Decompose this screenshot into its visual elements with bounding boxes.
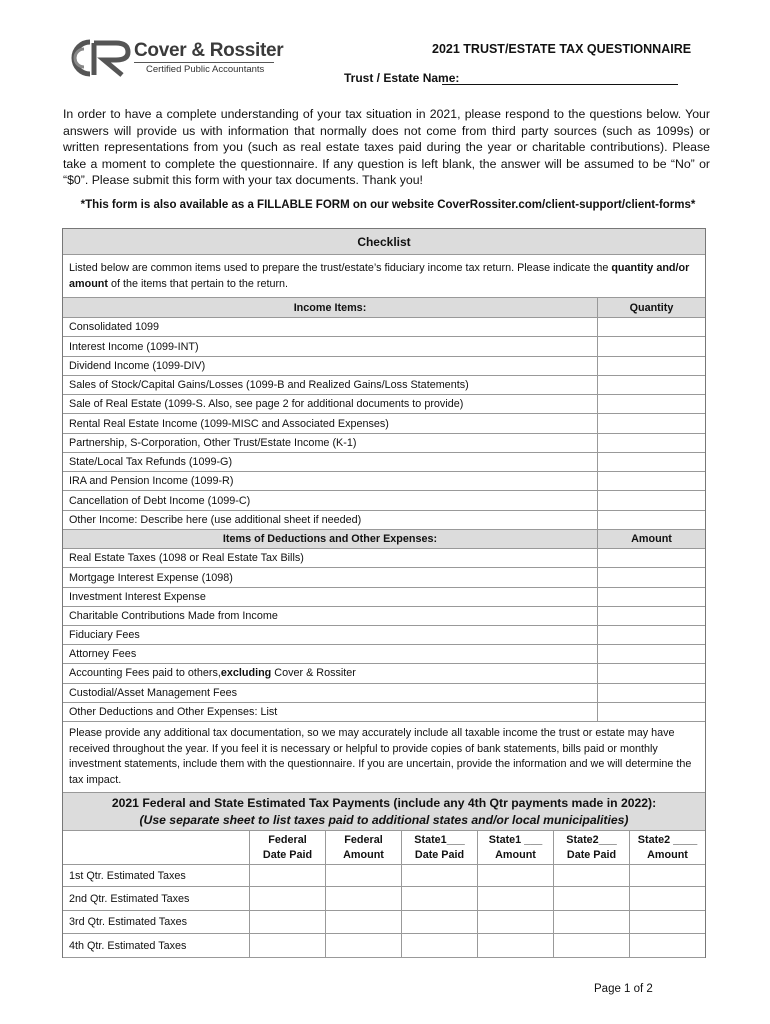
estimated-tax-entry-cell[interactable] [553,865,629,886]
amount-header: Amount [597,530,705,548]
estimated-tax-entry-cell[interactable] [249,887,325,910]
table-row [63,549,705,568]
estimated-tax-row [63,911,705,935]
estimated-tax-header [63,793,705,831]
table-row [63,664,705,683]
deductions-header-row [63,530,705,549]
quantity-cell[interactable] [597,472,705,490]
checklist-note-text-end: of the items that pertain to the return. [108,277,289,290]
column-header-line2: Amount [495,848,536,861]
row-label: Investment Interest Expense [69,590,206,603]
estimated-tax-entry-cell[interactable] [249,934,325,957]
row-label: 2nd Qtr. Estimated Taxes [69,892,190,905]
estimated-tax-entry-cell[interactable] [477,911,553,934]
logo-divider [134,62,274,63]
column-header [401,831,477,864]
amount-cell[interactable] [597,626,705,644]
estimated-tax-entry-cell[interactable] [401,887,477,910]
checklist-note-bold: quantity and/or amount [69,262,690,290]
table-row [63,588,705,607]
quantity-cell[interactable] [597,414,705,432]
row-label [63,664,597,682]
row-label: Consolidated 1099 [69,321,160,334]
deductions-header: Items of Deductions and Other Expenses: [222,533,438,546]
income-rows [63,318,705,530]
estimated-tax-entry-cell[interactable] [401,865,477,886]
estimated-tax-entry-cell[interactable] [477,865,553,886]
accounting-fees-text-end: Cover & Rossiter [271,667,356,680]
estimated-tax-column-headers [63,831,705,865]
intro-text: In order to have a complete understanding of your tax situation in 2021, please respond to the questions below. Your answers will provide us with information that normally does not come from third party sources (such as 1099s) or written representations from you (such as real estate taxes paid during the year or charitable contributions). Please take a moment to complete the questionnaire. If any question is left blank, the answer will be assumed to be “No” or “$0”. Please submit this form with your tax documents. Thank you! [63,107,710,187]
estimated-tax-entry-cell[interactable] [401,934,477,957]
page-number: Page 1 of 2 [594,983,653,995]
estimated-tax-entry-cell[interactable] [325,887,401,910]
estimated-tax-entry-cell[interactable] [553,911,629,934]
estimated-tax-title: 2021 Federal and State Estimated Tax Payments (include any 4th Qtr payments made in 2022): [111,796,657,811]
table-row [63,607,705,626]
quantity-cell[interactable] [597,511,705,529]
amount-cell[interactable] [597,664,705,682]
deduction-rows-after [63,684,705,722]
row-label: 1st Qtr. Estimated Taxes [69,869,186,882]
row-label: Real Estate Taxes (1098 or Real Estate Tax Bills) [69,552,304,565]
table-row [63,568,705,587]
estimated-tax-entry-cell[interactable] [477,887,553,910]
row-label: 4th Qtr. Estimated Taxes [69,939,187,952]
estimated-tax-row [63,934,705,958]
column-header-line1: Federal [268,833,307,846]
row-label: Partnership, S-Corporation, Other Trust/Estate Income (K-1) [69,436,357,449]
quantity-header: Quantity [597,298,705,317]
accounting-fees-text: Accounting Fees paid to others, [69,667,221,680]
estimated-tax-rows [63,865,705,958]
row-label: Sales of Stock/Capital Gains/Losses (1099-B and Realized Gains/Loss Statements) [69,379,469,392]
row-label: Mortgage Interest Expense (1098) [69,571,233,584]
row-label: Sale of Real Estate (1099-S. Also, see page 2 for additional documents to provide) [69,398,464,411]
estimated-tax-entry-cell[interactable] [553,887,629,910]
estimated-tax-entry-cell[interactable] [325,934,401,957]
row-label: Charitable Contributions Made from Income [69,609,278,622]
checklist-note-text: Listed below are common items used to prepare the trust/estate’s fiduciary income tax return. Please indicate the [69,262,612,274]
row-label: Fiduciary Fees [69,629,140,642]
estimated-tax-entry-cell[interactable] [325,911,401,934]
checklist-table [62,228,706,958]
amount-cell[interactable] [597,588,705,606]
estimated-tax-entry-cell[interactable] [401,911,477,934]
column-header-line2: Amount [343,848,384,861]
column-header-line1: State2___ [566,833,617,846]
estimated-tax-entry-cell[interactable] [325,865,401,886]
table-row [63,626,705,645]
row-label: State/Local Tax Refunds (1099-G) [69,456,233,469]
column-header-line2: Date Paid [262,848,313,861]
logo-subtitle: Certified Public Accountants [146,64,265,75]
amount-cell[interactable] [597,703,705,721]
amount-cell[interactable] [597,568,705,586]
checklist-title: Checklist [63,228,705,255]
row-label: Cancellation of Debt Income (1099-C) [69,494,251,507]
estimated-tax-row [63,887,705,911]
column-header-line2: Date Paid [414,848,465,861]
form-title: 2021 TRUST/ESTATE TAX QUESTIONNAIRE [432,42,692,56]
amount-cell[interactable] [597,549,705,567]
estimated-tax-entry-cell[interactable] [553,934,629,957]
table-row [63,434,705,453]
closing-note: Please provide any additional tax documentation, so we may accurately include all taxable income the trust or estate may have received throughout the year. If you feel it is necessary or helpful to provide copies of bank statements, bills paid or monthly investment statements, include them with the questionnaire. If you are uncertain, provide the information and we will determine the tax impact. [63,722,705,793]
row-label: Other Income: Describe here (use additional sheet if needed) [69,513,362,526]
estimated-tax-row [63,865,705,887]
accounting-fees-bold: excluding [220,667,272,680]
blank-header-cell [63,831,249,864]
table-row [63,472,705,491]
trust-name-field[interactable] [442,84,678,85]
table-row [63,318,705,337]
income-header-row [63,298,705,318]
row-label: Dividend Income (1099-DIV) [69,359,206,372]
row-label: Custodial/Asset Management Fees [69,686,238,699]
estimated-tax-entry-cell[interactable] [249,865,325,886]
row-label: 3rd Qtr. Estimated Taxes [69,916,188,929]
estimated-tax-entry-cell[interactable] [249,911,325,934]
quantity-cell[interactable] [597,357,705,375]
quantity-cell[interactable] [597,337,705,355]
quantity-cell[interactable] [597,491,705,509]
row-label: Attorney Fees [69,648,137,661]
quantity-cell[interactable] [597,318,705,336]
table-row [63,414,705,433]
estimated-tax-entry-cell[interactable] [629,911,705,934]
checklist-note [63,255,705,298]
estimated-tax-entry-cell[interactable] [629,887,705,910]
row-label: IRA and Pension Income (1099-R) [69,475,234,488]
table-row [63,645,705,664]
column-header-line1: State1___ [414,833,465,846]
column-header-line1: Federal [344,833,383,846]
row-label: Rental Real Estate Income (1099-MISC and Associated Expenses) [69,417,389,430]
cr-logo-icon [64,38,134,78]
column-header-line1: State1 ___ [488,833,543,846]
intro-paragraph [63,106,710,189]
amount-cell[interactable] [597,645,705,663]
trust-name-label: Trust / Estate Name: [344,71,460,85]
table-row [63,337,705,356]
column-header [477,831,553,864]
column-header-line1: State2 ____ [637,833,698,846]
deduction-rows [63,549,705,664]
column-header [325,831,401,864]
column-header [553,831,629,864]
column-header [629,831,705,864]
estimated-tax-subtitle: (Use separate sheet to list taxes paid to additional states and/or local municipalities) [139,813,629,828]
logo-name: Cover & Rossiter [134,40,284,61]
table-row [63,395,705,414]
quantity-cell[interactable] [597,395,705,413]
amount-cell[interactable] [597,684,705,702]
estimated-tax-entry-cell[interactable] [629,865,705,886]
column-header [249,831,325,864]
quantity-cell[interactable] [597,453,705,471]
table-row [63,453,705,472]
table-row [63,376,705,395]
row-label: Other Deductions and Other Expenses: List [69,705,278,718]
table-row [63,511,705,530]
income-items-header: Income Items: [293,301,367,314]
table-row [63,491,705,510]
estimated-tax-entry-cell[interactable] [477,934,553,957]
quantity-cell[interactable] [597,434,705,452]
table-row [63,684,705,703]
table-row [63,357,705,376]
row-label: Interest Income (1099-INT) [69,340,199,353]
column-header-line2: Date Paid [566,848,617,861]
company-logo [64,38,284,78]
amount-cell[interactable] [597,607,705,625]
column-header-line2: Amount [647,848,688,861]
estimated-tax-entry-cell[interactable] [629,934,705,957]
fillable-form-notice: *This form is also available as a FILLABLE FORM on our website CoverRossiter.com/client-support/client-forms* [80,199,696,211]
quantity-cell[interactable] [597,376,705,394]
table-row [63,703,705,722]
